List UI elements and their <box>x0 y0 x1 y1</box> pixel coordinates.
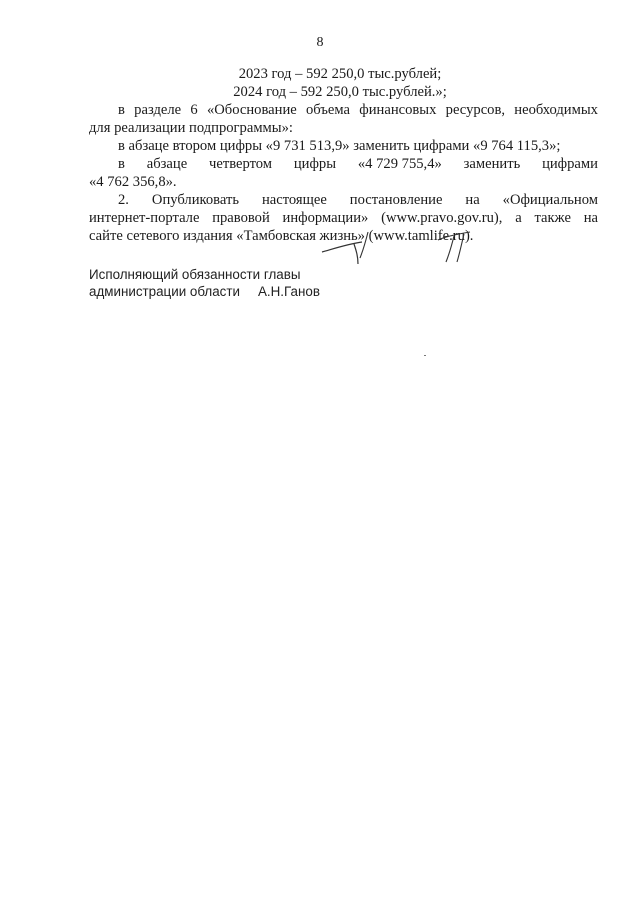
word: заменить <box>463 156 521 172</box>
word: информации» <box>282 210 369 226</box>
word: интернет-портале <box>89 210 200 226</box>
word: «Обоснование <box>206 102 297 118</box>
section6-continuation: для реализации подпрограммы»: <box>89 120 293 136</box>
line-year-2023: 2023 год – 592 250,0 тыс.рублей; <box>238 66 442 82</box>
word: разделе <box>134 102 182 118</box>
line-year-2024: 2024 год – 592 250,0 тыс.рублей.»; <box>233 84 447 100</box>
handwritten-initials-mark <box>318 222 488 266</box>
word: а <box>515 210 522 226</box>
word: четвертом <box>209 156 273 172</box>
signature-block <box>89 266 320 300</box>
word: цифрами <box>542 156 598 172</box>
scan-speck <box>424 355 426 356</box>
paragraph-fourth-line <box>118 156 598 173</box>
word: в <box>118 102 125 118</box>
signatory-title: администрации области <box>89 284 240 299</box>
item2-line1 <box>118 192 598 209</box>
page-number: 8 <box>316 35 324 50</box>
word: постановление <box>349 192 443 208</box>
word: ресурсов, <box>445 102 506 118</box>
signatory-name: А.Н.Ганов <box>257 284 320 299</box>
signatory-title-line2 <box>89 283 320 300</box>
signatory-title-line1: Исполняющий обязанности главы <box>89 267 301 282</box>
word: Опубликовать <box>151 192 239 208</box>
item2-line3: сайте сетевого издания «Тамбовская жизнь» (www.tamlife.ru). <box>89 228 474 244</box>
word: настоящее <box>261 192 327 208</box>
word: (www.pravo.gov.ru), <box>381 210 503 226</box>
paragraph-fourth-continuation: «4 762 356,8». <box>89 174 177 190</box>
word: правовой <box>212 210 270 226</box>
word: финансовых <box>359 102 437 118</box>
word: на <box>583 210 598 226</box>
word: цифры <box>293 156 337 172</box>
word: «4 729 755,4» <box>357 156 442 172</box>
paragraph-second-line: в абзаце втором цифры «9 731 513,9» заменить цифрами «9 764 115,3»; <box>118 138 561 154</box>
word: также <box>534 210 571 226</box>
word: 6 <box>190 102 198 118</box>
word: объема <box>306 102 350 118</box>
word: 2. <box>118 192 129 208</box>
word: на <box>465 192 480 208</box>
word: необходимых <box>514 102 598 118</box>
word: абзаце <box>146 156 188 172</box>
word: «Официальном <box>502 192 598 208</box>
word: в <box>118 156 125 172</box>
section6-line <box>118 102 598 119</box>
